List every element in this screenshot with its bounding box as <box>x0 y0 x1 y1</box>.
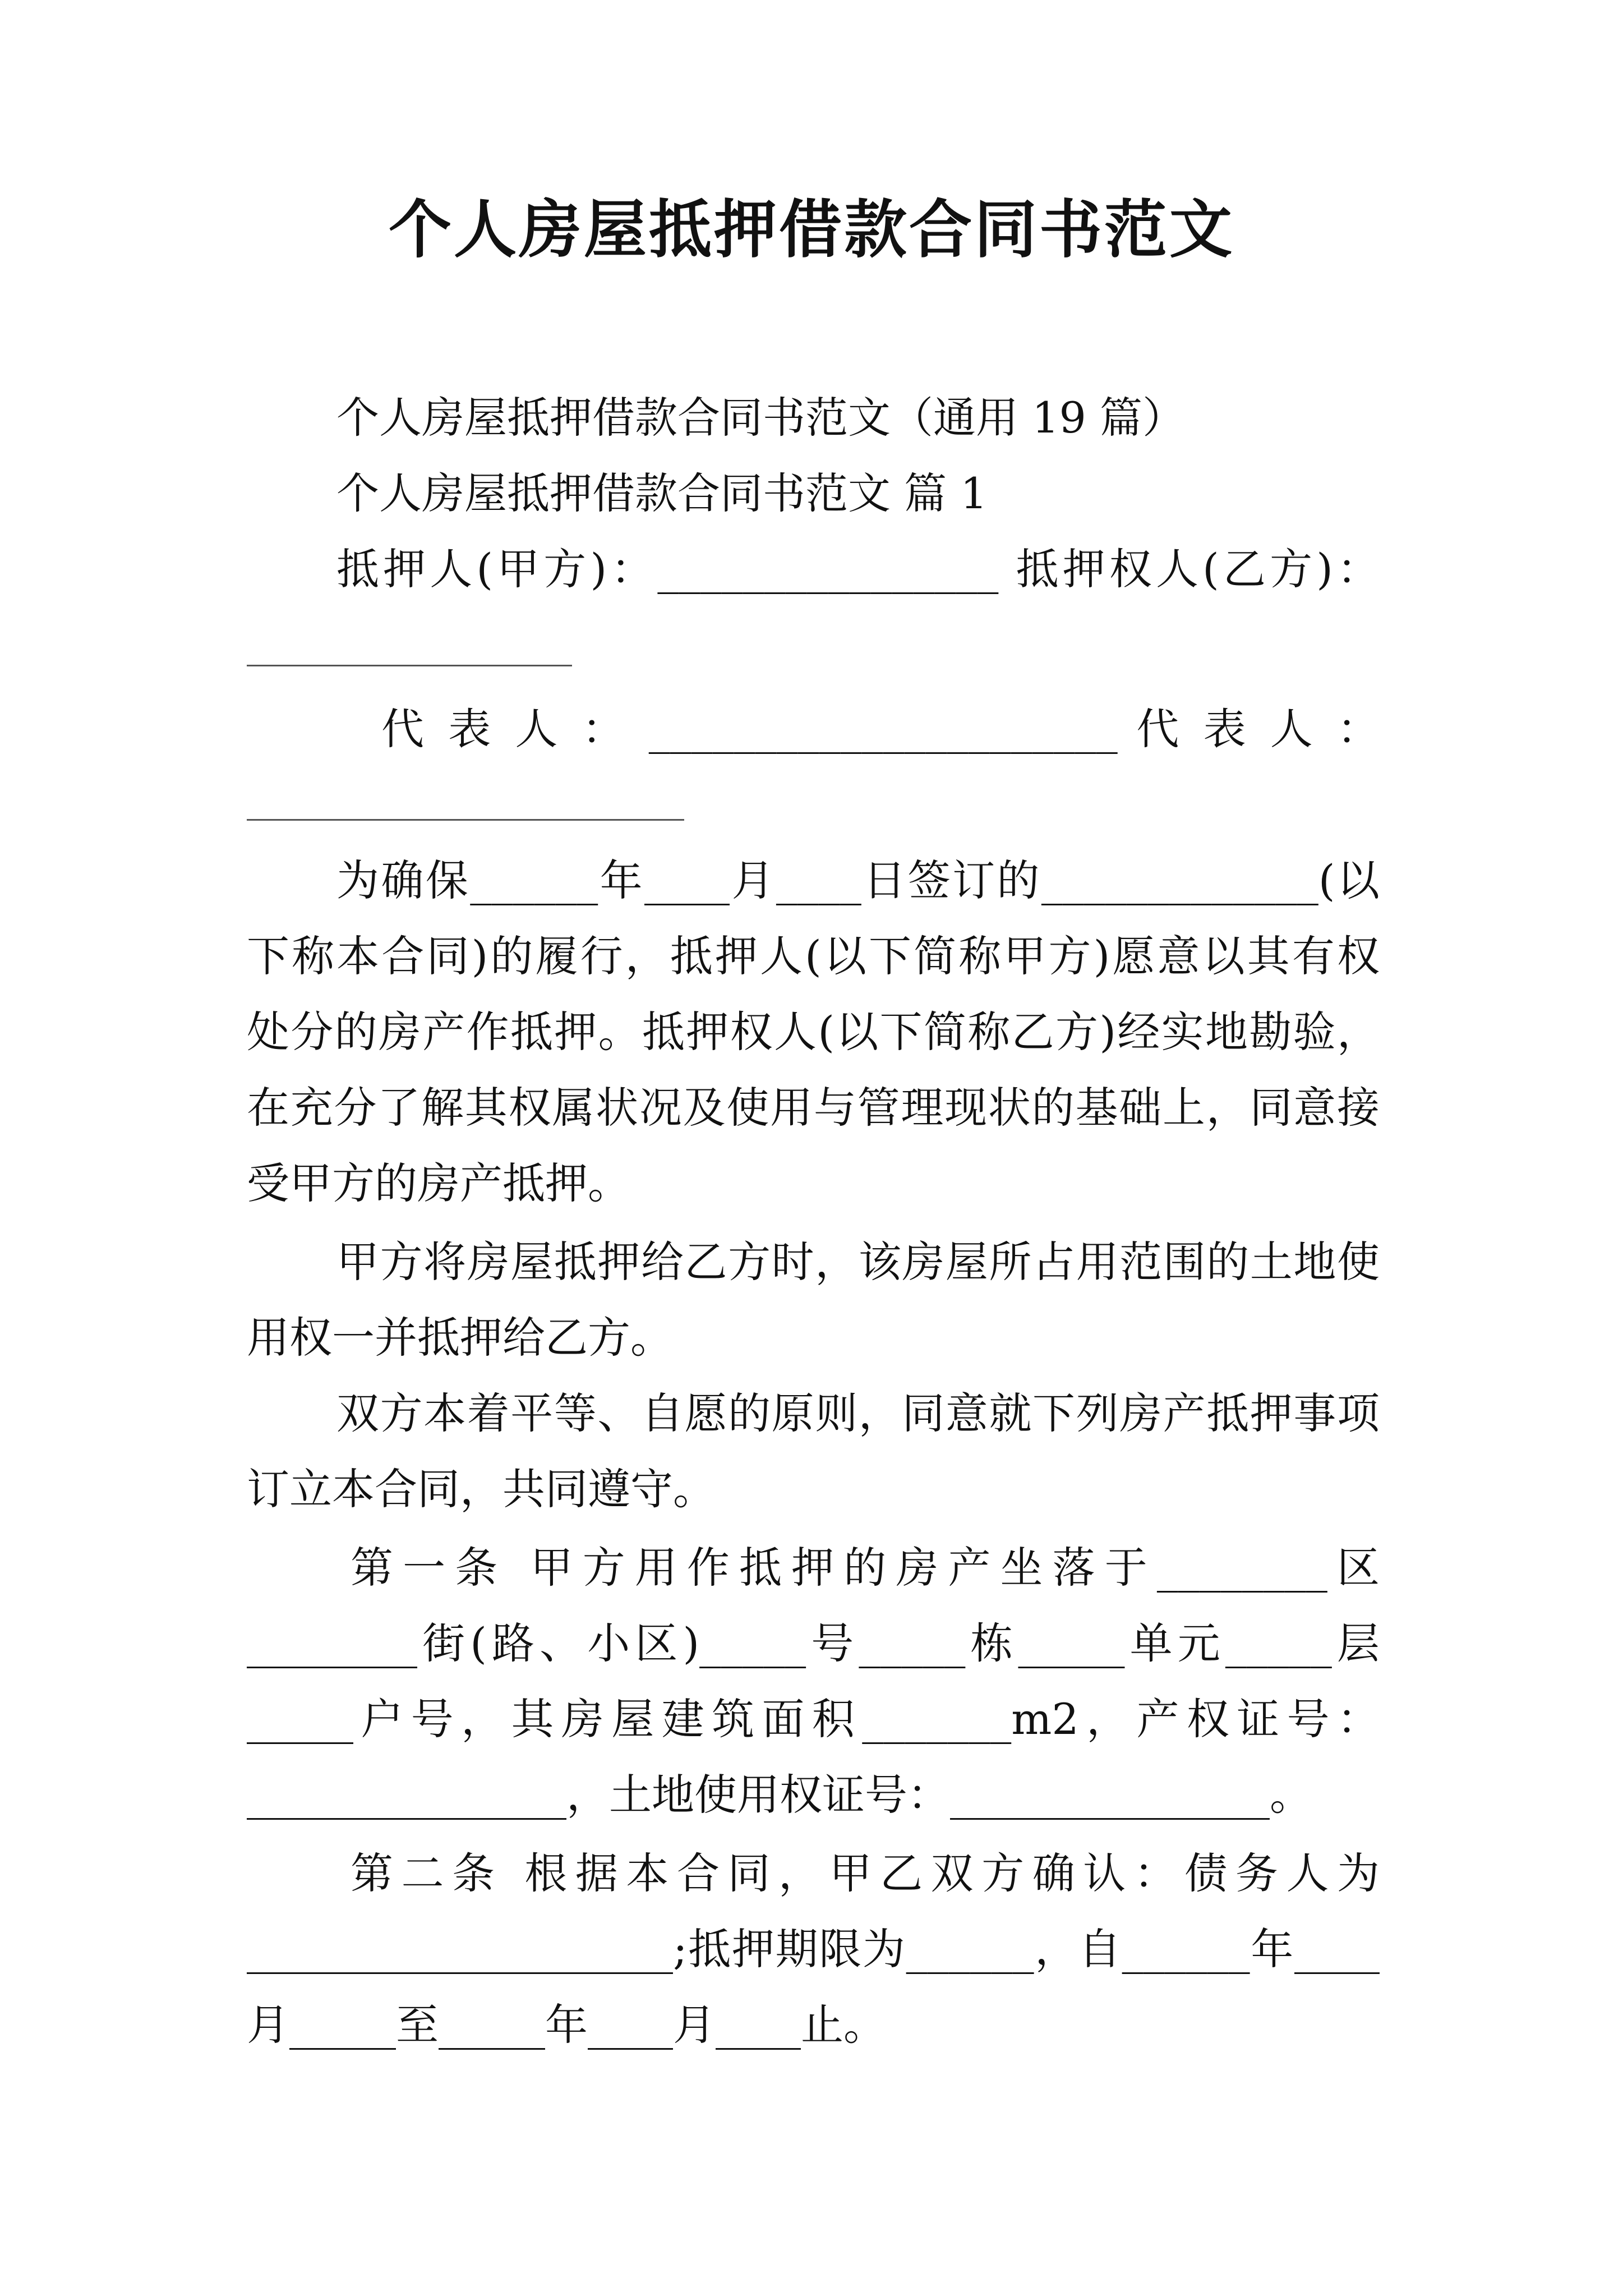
party-b-blank <box>247 665 572 666</box>
subtitle-line: 个人房屋抵押借款合同书范文（通用 19 篇） <box>336 393 1186 443</box>
paragraph-line: 甲方将房屋抵押给乙方时，该房屋所占用范围的土地使 <box>336 1237 1380 1287</box>
party-a-line: 抵押人(甲方)：________________ 抵押权人(乙方)： <box>336 544 1380 594</box>
clause-line: 第二条 根据本合同，甲乙双方确认：债务人为 <box>351 1848 1380 1898</box>
paragraph-line: 处分的房产作抵押。抵押权人(以下简称乙方)经实地勘验， <box>247 1007 1380 1057</box>
clause-line: ____________________;抵押期限为______，自______年____ <box>247 1924 1380 1974</box>
paragraph-line: 订立本合同，共同遵守。 <box>247 1464 716 1514</box>
paragraph-line: 双方本着平等、自愿的原则，同意就下列房产抵押事项 <box>336 1388 1380 1438</box>
paragraph-line: 在充分了解其权属状况及使用与管理现状的基础上，同意接 <box>247 1083 1380 1133</box>
document-title: 个人房屋抵押借款合同书范文 <box>389 193 1234 266</box>
clause-line: _____户号，其房屋建筑面积_______m2，产权证号： <box>247 1694 1380 1744</box>
clause-line: ________街(路、小区)_____号_____栋_____单元_____层 <box>247 1618 1380 1668</box>
clause-line: _______________，土地使用权证号：_______________。 <box>247 1770 1312 1820</box>
paragraph-line: 为确保______年____月____日签订的_____________(以 <box>336 855 1380 905</box>
paragraph-line: 下称本合同)的履行，抵押人(以下简称甲方)愿意以其有权 <box>247 931 1380 981</box>
paragraph-line: 用权一并抵押给乙方。 <box>247 1313 673 1363</box>
section-heading: 个人房屋抵押借款合同书范文 篇 1 <box>336 468 988 518</box>
clause-line: 第一条 甲方用作抵押的房产坐落于________区 <box>351 1543 1380 1593</box>
representative-b-blank <box>247 819 684 821</box>
representative-line: 代 表 人 ： ______________________ 代 表 人 ： <box>381 704 1380 754</box>
paragraph-line: 受甲方的房产抵押。 <box>247 1158 630 1208</box>
clause-line: 月_____至_____年____月____止。 <box>247 2000 886 2050</box>
